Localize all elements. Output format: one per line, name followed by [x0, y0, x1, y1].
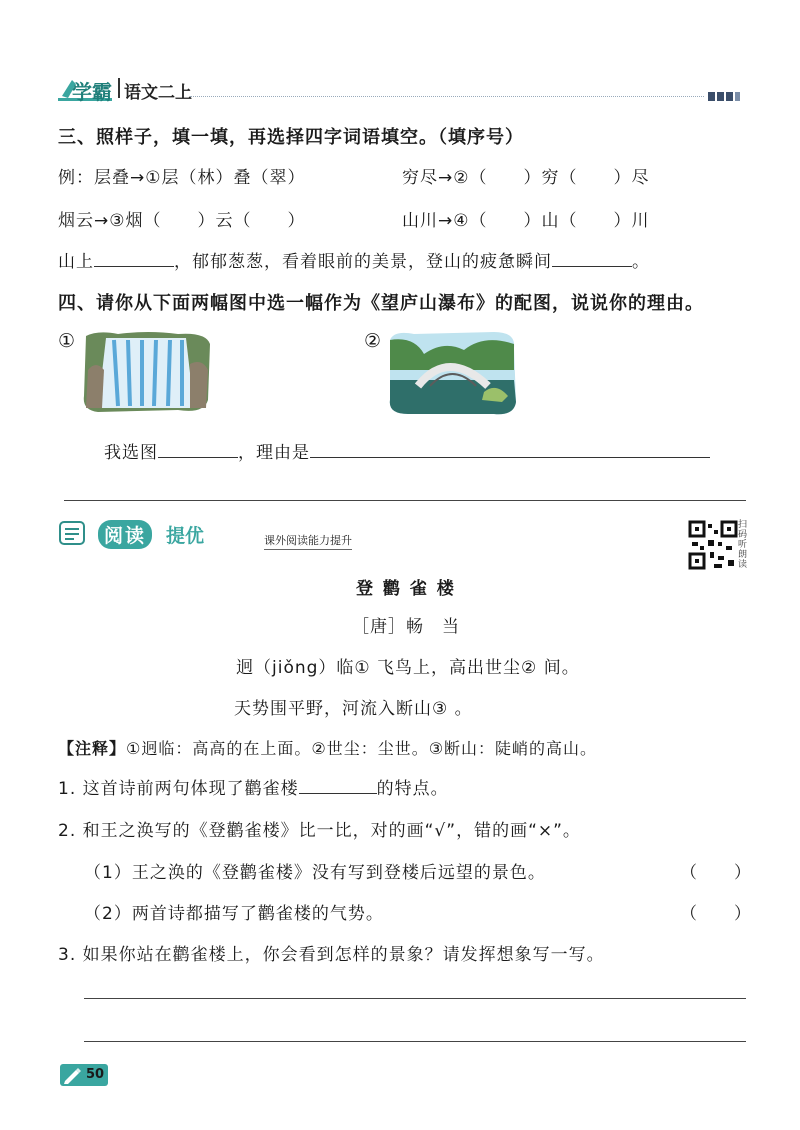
section3-item4[interactable]: 山川→④（ ）山（ ）川: [402, 211, 650, 231]
q2-1-paren-close: ）: [734, 863, 752, 883]
q2-2-paren-close: ）: [734, 904, 752, 924]
banner-sub: 课外阅读能力提升: [264, 532, 352, 550]
waterfall-image[interactable]: [78, 330, 214, 414]
poem-title: 登 鹳 雀 楼: [356, 579, 456, 599]
q1-blank[interactable]: [299, 775, 377, 794]
reason-blank[interactable]: [310, 439, 710, 458]
bridge-image[interactable]: [384, 330, 520, 416]
pic2-label: ②: [364, 330, 383, 352]
choose-line: [104, 438, 710, 463]
choose-label: 我选图: [104, 443, 158, 463]
header-rule: [190, 96, 704, 97]
page-number-badge: [60, 1064, 108, 1086]
notes-text: ①迥临：高高的在上面。②世尘：尘世。③断山：陡峭的高山。: [126, 739, 598, 758]
notes: [58, 736, 597, 759]
subject-title: 语文二上: [124, 83, 192, 103]
poem-line-1: 迥（jiǒng）临① 飞鸟上，高出世尘② 间。: [236, 658, 580, 678]
question-3: 3. 如果你站在鹳雀楼上，你会看到怎样的景象？请发挥想象写一写。: [58, 945, 605, 965]
header-divider: [118, 78, 120, 98]
qr-caption: 扫码听朗读: [738, 520, 748, 570]
q2-2-answer-paren[interactable]: [680, 899, 752, 924]
section3-example: 例：层叠→①层（林）叠（翠）: [58, 168, 306, 188]
q2-2-paren-open: （: [680, 904, 698, 924]
section4-title: 四、请你从下面两幅图中选一幅作为《望庐山瀑布》的配图，说说你的理由。: [58, 293, 704, 314]
q1-text-a: 1. 这首诗前两句体现了鹳雀楼: [58, 779, 299, 799]
answer-line-q3-2[interactable]: [84, 1041, 746, 1042]
brand-name: 学霸: [72, 80, 112, 104]
question-2-1: （1）王之涣的《登鹳雀楼》没有写到登楼后远望的景色。: [84, 863, 546, 883]
fill-middle: ，郁郁葱葱，看着眼前的美景，登山的疲惫瞬间: [174, 252, 552, 272]
qr-code-icon[interactable]: [688, 520, 738, 570]
reason-label: ，理由是: [238, 443, 310, 463]
question-2: 2. 和王之涣写的《登鹳雀楼》比一比，对的画“√”，错的画“×”。: [58, 821, 581, 841]
header-dots: [708, 86, 740, 105]
poem-line-2: 天势围平野，河流入断山③ 。: [234, 699, 473, 719]
fill-end: 。: [632, 252, 650, 272]
section3-fill-sentence: [58, 247, 650, 272]
banner-read: 阅读: [98, 520, 152, 549]
fill-prefix: 山上: [58, 252, 94, 272]
list-icon: [58, 520, 88, 546]
fill-blank-2[interactable]: [552, 248, 632, 267]
header-brand: [58, 74, 114, 108]
question-2-2: （2）两首诗都描写了鹳雀楼的气势。: [84, 904, 384, 924]
pic1-label: ①: [58, 330, 77, 352]
question-1: [58, 774, 449, 799]
notes-label: 【注释】: [58, 739, 127, 758]
poem-author: ［唐］畅 当: [352, 617, 460, 637]
choose-blank[interactable]: [158, 439, 238, 458]
banner-up: 提优: [166, 525, 205, 547]
page-number: 50: [86, 1067, 105, 1082]
q1-text-b: 的特点。: [376, 779, 449, 799]
q2-1-answer-paren[interactable]: [680, 858, 752, 883]
section3-item3[interactable]: 烟云→③烟（ ）云（ ）: [58, 211, 306, 231]
pencil-icon: [62, 1065, 84, 1085]
q2-1-paren-open: （: [680, 863, 698, 883]
fill-blank-1[interactable]: [94, 248, 174, 267]
section3-title: 三、照样子，填一填，再选择四字词语填空。（填序号）: [58, 127, 524, 148]
answer-line-q3-1[interactable]: [84, 998, 746, 999]
section3-item2[interactable]: 穷尽→②（ ）穷（ ）尽: [402, 168, 650, 188]
answer-line-1[interactable]: [64, 500, 746, 501]
